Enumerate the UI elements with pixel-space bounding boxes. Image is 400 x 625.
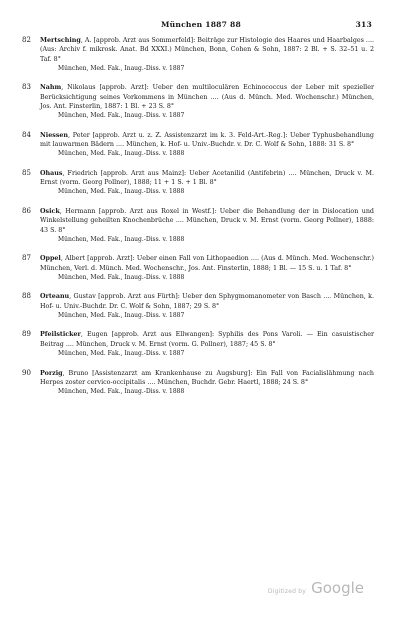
entry-citation [40,369,374,388]
entry-imprint: München, Med. Fak., Inaug.-Diss. v. 1888 [58,150,185,158]
entry-text: , Gustav [approb. Arzt aus Fürth]: Ueber den Sphygmomanometer von Basch .... München, k. Hof- u. Univ.-Buchdr. Dr. C. Wolf & Sohn, 1887; 29 S. 8° [40,293,374,310]
entry-citation [40,330,374,349]
entry-number: 87 [22,254,31,263]
entry-number: 88 [22,292,31,301]
page-number: 313 [355,20,372,29]
entry-imprint: München, Med. Fak., Inaug.-Diss. v. 1888 [58,273,185,281]
bibliography-entry [22,330,374,358]
entry-citation [40,292,374,311]
entry-author: Nahm [40,84,62,92]
entry-number: 85 [22,168,31,177]
entry-author: Ohaus [40,169,63,177]
bibliography-entry [22,36,374,73]
entry-number: 82 [22,36,31,44]
entry-author: Oppel [40,255,61,263]
bibliography-list [22,36,374,407]
entry-number: 90 [22,368,31,377]
entry-citation [40,254,374,273]
entry-imprint: München, Med. Fak., Inaug.-Diss. v. 1888 [58,188,185,196]
entry-author: Orteanu [40,293,70,301]
entry-number: 83 [22,83,31,92]
running-head [30,20,372,32]
entry-imprint: München, Med. Fak., Inaug.-Diss. v. 1887 [58,350,185,358]
entry-imprint: München, Med. Fak., Inaug.-Diss. v. 1888 [58,388,185,396]
entry-citation [40,207,374,235]
entry-text: , A. [approb. Arzt aus Sommerfeld]: Beiträge zur Histologie des Haares und Haarbalges .... (Aus: Archiv f. mikrosk. Anat. Bd XXXI.) München, Bonn, Cohen & Sohn, 1887: 2 Bl. + S. 32–51 u. 2 Taf. 8° [40,37,374,63]
digitized-watermark [268,578,364,597]
entry-citation [40,131,374,150]
bibliography-entry [22,169,374,197]
entry-number: 86 [22,206,31,215]
entry-text: , Friedrich [approb. Arzt aus Mainz]: Ueber Acetanilid (Antifebrin) .... München, Druck v. M. Ernst (vorm. Georg Pollner), 1888; 11 + 1 S. + 1 Bl. 8° [40,169,374,187]
google-logo: Google [311,579,364,597]
entry-imprint: München, Med. Fak., Inaug.-Diss. v. 1888 [58,235,185,243]
entry-text: , Albert [approb. Arzt]: Ueber einen Fall von Lithopaedion .... (Aus d. Münch. Med. Wochenschr.) München, Verl. d. Münch. Med. Wochenschr., Jos. Ant. Finsterlin, 1888; 1 Bl. — 15 S. u. 1 Taf. 8° [40,255,374,272]
entry-text: , Eugen [approb. Arzt aus Ellwangen]: Syphilis des Pons Varoli. — Ein casuistischer Beitrag .... München, Druck v. M. Ernst (vorm. G. Pollner), 1887; 45 S. 8° [40,331,374,348]
entry-author: Osick [40,207,60,215]
entry-author: Niessen [40,131,69,139]
entry-number: 84 [22,130,31,139]
entry-citation [40,169,374,188]
bibliography-entry [22,83,374,120]
entry-text: , Peter [approb. Arzt u. z. Z. Assistenzarzt im k. 3. Feld-Art.-Reg.]: Ueber Typhusbehandlung mit lauwarmen Bädern .... München, k. Hof- u. Univ.-Buchdr. v. Dr. C. Wolf & Sohn, 1888: 31 S. 8° [40,131,374,149]
bibliography-entry [22,254,374,282]
bibliography-entry [22,292,374,320]
running-title: München 1887 88 [161,20,241,29]
entry-number: 89 [22,330,31,339]
entry-citation [40,36,374,64]
bibliography-entry [22,369,374,397]
entry-imprint: München, Med. Fak., Inaug.-Diss. v. 1887 [58,64,185,72]
entry-text: , Bruno [Assistenzarzt am Krankenhause zu Augsburg]: Ein Fall von Facialislähmung nach Herpes zoster cervico-occipitalis .... München, Buchdr. Gebr. Haertl, 1888; 24 S. 8° [40,369,374,386]
entry-author: Pfeilsticker [40,331,81,339]
entry-imprint: München, Med. Fak., Inaug.-Diss. v. 1887 [58,112,185,120]
bibliography-entry [22,131,374,159]
watermark-prefix: Digitized by [267,588,306,595]
bibliography-entry [22,207,374,244]
entry-author: Mertsching [40,37,81,44]
entry-imprint: München, Med. Fak., Inaug.-Diss. v. 1887 [58,311,185,319]
entry-text: , Hermann [approb. Arzt aus Roxel in Westf.]: Ueber die Behandlung der in Dislocation und Winkelstellung geheilten Knochenbrüche .... München, Druck v. M. Ernst (vorm. Georg Pollner), 1888: 43 S. 8° [40,207,374,234]
entry-author: Porzig [40,369,63,377]
entry-text: , Nikolaus [approb. Arzt]: Ueber den multiloculären Echinococcus der Leber mit spezieller Berücksichtigung seines Vorkommens in München .... (Aus d. Münch. Med. Wochenschr.) München, Jos. Ant. Finsterlin, 1887: 1 Bl. + 23 S. 8° [40,84,374,110]
entry-citation [40,83,374,111]
